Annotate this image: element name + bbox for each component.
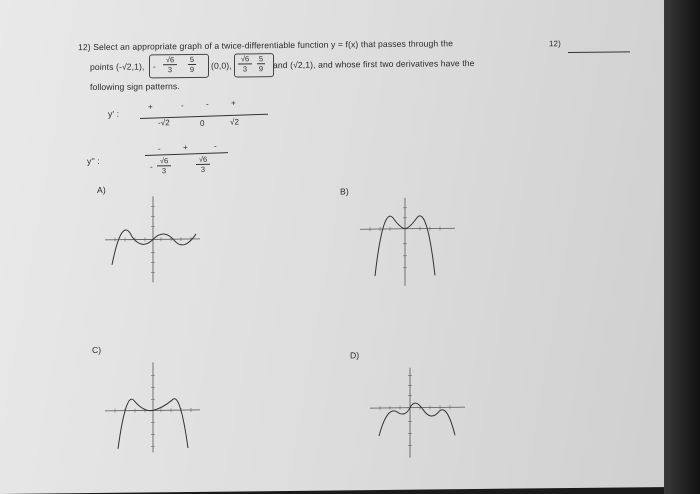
point-2-sign: - (153, 61, 156, 72)
yp-sign-3: - (206, 99, 209, 109)
ypp-point-2-num: √6 (198, 154, 208, 164)
question-points-prefix: points (-√2,1), (90, 61, 145, 73)
ypp-point-1-num: √6 (159, 156, 169, 166)
yp-sign-1: + (148, 102, 153, 112)
question-line-3: following sign patterns. (90, 81, 180, 93)
option-c-label[interactable]: C) (92, 344, 102, 356)
yp-sign-2: - (181, 101, 184, 111)
answer-number: 12) (549, 39, 561, 49)
point-4-y-den: 9 (258, 64, 264, 74)
yp-point-2: 0 (200, 118, 205, 128)
ypp-point-2 (196, 155, 210, 174)
option-a-label[interactable]: A) (97, 184, 106, 195)
point-4-y-num: 5 (258, 54, 264, 64)
yp-sign-4: + (231, 98, 236, 108)
option-a-graph[interactable] (100, 194, 210, 295)
option-c-graph[interactable] (100, 360, 210, 461)
point-3: (0,0), (211, 60, 232, 71)
second-derivative-label: y'' : (87, 155, 100, 167)
question-line-1: 12) Select an appropriate graph of a twice-differentiable function y = f(x) that passes through the (78, 38, 453, 53)
ypp-sign-3: - (214, 141, 217, 151)
option-b-label[interactable]: B) (340, 186, 349, 197)
point-4-x-num: √6 (240, 54, 250, 64)
ypp-point-1 (157, 156, 171, 175)
option-d-label[interactable]: D) (350, 350, 360, 361)
first-derivative-label: y' : (108, 108, 120, 119)
point-2-y-den: 9 (189, 64, 195, 75)
option-d-graph[interactable] (365, 365, 475, 466)
ypp-point-1-sign: - (150, 162, 153, 172)
background-edge (664, 0, 700, 494)
point-4-x-den: 3 (242, 64, 248, 74)
yp-point-1: -√2 (158, 118, 170, 128)
question-points-suffix: and (√2,1), and whose first two derivatives have the (273, 58, 475, 71)
ypp-point-2-den: 3 (200, 164, 206, 174)
yp-point-3: √2 (230, 117, 240, 127)
ypp-sign-2: + (183, 143, 188, 153)
point-2-x-den: 3 (167, 65, 173, 75)
point-2-y-num: 5 (189, 54, 195, 65)
ypp-point-1-den: 3 (161, 166, 167, 176)
point-2-x-num: √6 (165, 55, 175, 65)
option-b-graph[interactable] (355, 195, 465, 296)
ypp-sign-1: - (158, 144, 161, 154)
